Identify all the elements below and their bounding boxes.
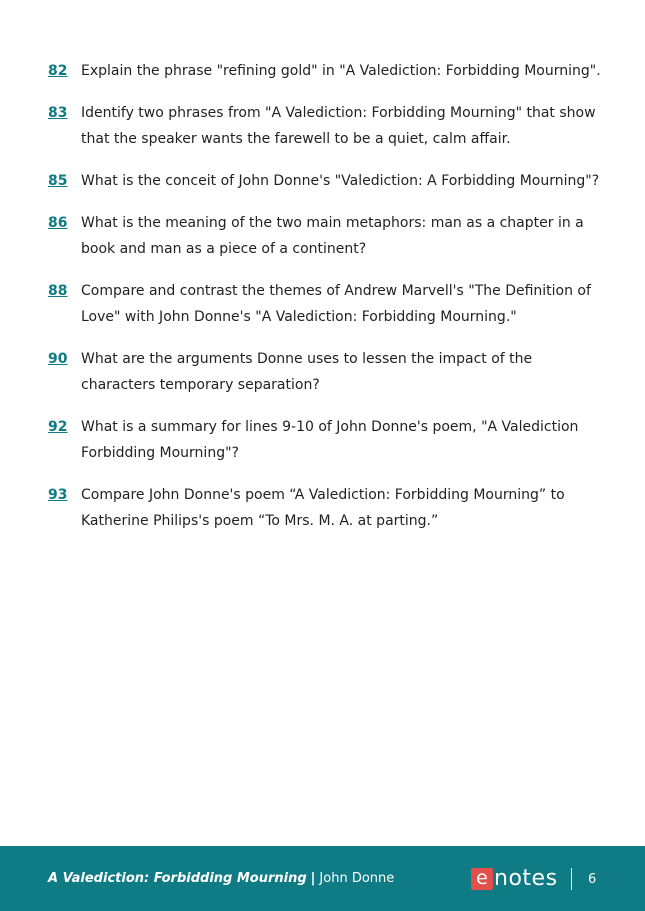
question-link-92[interactable]: 92 bbox=[48, 419, 68, 435]
question-text: Compare John Donne's poem “A Valediction: Forbidding Mourning” to Katherine Philips's poem “To Mrs. M. A. at parting.” bbox=[81, 487, 565, 529]
question-text: Compare and contrast the themes of Andrew Marvell's "The Definition of Love" with John Donne's "A Valediction: Forbidding Mourning." bbox=[81, 283, 591, 325]
question-link-88[interactable]: 88 bbox=[48, 283, 68, 299]
question-item bbox=[48, 482, 608, 534]
question-item bbox=[48, 168, 608, 194]
footer-separator: | bbox=[310, 871, 316, 886]
question-item bbox=[48, 346, 608, 398]
question-link-93[interactable]: 93 bbox=[48, 487, 68, 503]
question-list bbox=[48, 58, 608, 550]
page-number: 6 bbox=[588, 872, 597, 887]
question-item bbox=[48, 58, 608, 84]
question-link-83[interactable]: 83 bbox=[48, 105, 68, 121]
question-item bbox=[48, 278, 608, 330]
question-link-82[interactable]: 82 bbox=[48, 63, 68, 79]
question-text: What is the meaning of the two main metaphors: man as a chapter in a book and man as a piece of a continent? bbox=[81, 215, 584, 257]
question-text: Identify two phrases from "A Valediction: Forbidding Mourning" that show that the speaker wants the farewell to be a quiet, calm affair. bbox=[81, 105, 596, 147]
enotes-logo-text: notes bbox=[494, 866, 558, 891]
footer-book-title bbox=[48, 871, 394, 886]
question-item bbox=[48, 210, 608, 262]
question-link-90[interactable]: 90 bbox=[48, 351, 68, 367]
question-link-85[interactable]: 85 bbox=[48, 173, 68, 189]
question-item bbox=[48, 414, 608, 466]
footer-divider bbox=[571, 868, 572, 890]
question-text: What is a summary for lines 9-10 of John Donne's poem, "A Valediction Forbidding Mourning"? bbox=[81, 419, 579, 461]
question-link-86[interactable]: 86 bbox=[48, 215, 68, 231]
enotes-logo-e: e bbox=[471, 868, 493, 890]
footer-title-text: A Valediction: Forbidding Mourning bbox=[48, 871, 307, 886]
question-text: Explain the phrase "refining gold" in "A Valediction: Forbidding Mourning". bbox=[81, 63, 601, 79]
footer-author: John Donne bbox=[319, 871, 395, 886]
question-text: What are the arguments Donne uses to lessen the impact of the characters temporary separation? bbox=[81, 351, 533, 393]
page-footer bbox=[0, 846, 645, 911]
question-text: What is the conceit of John Donne's "Valediction: A Forbidding Mourning"? bbox=[81, 173, 600, 189]
question-item bbox=[48, 100, 608, 152]
enotes-logo bbox=[471, 866, 558, 892]
